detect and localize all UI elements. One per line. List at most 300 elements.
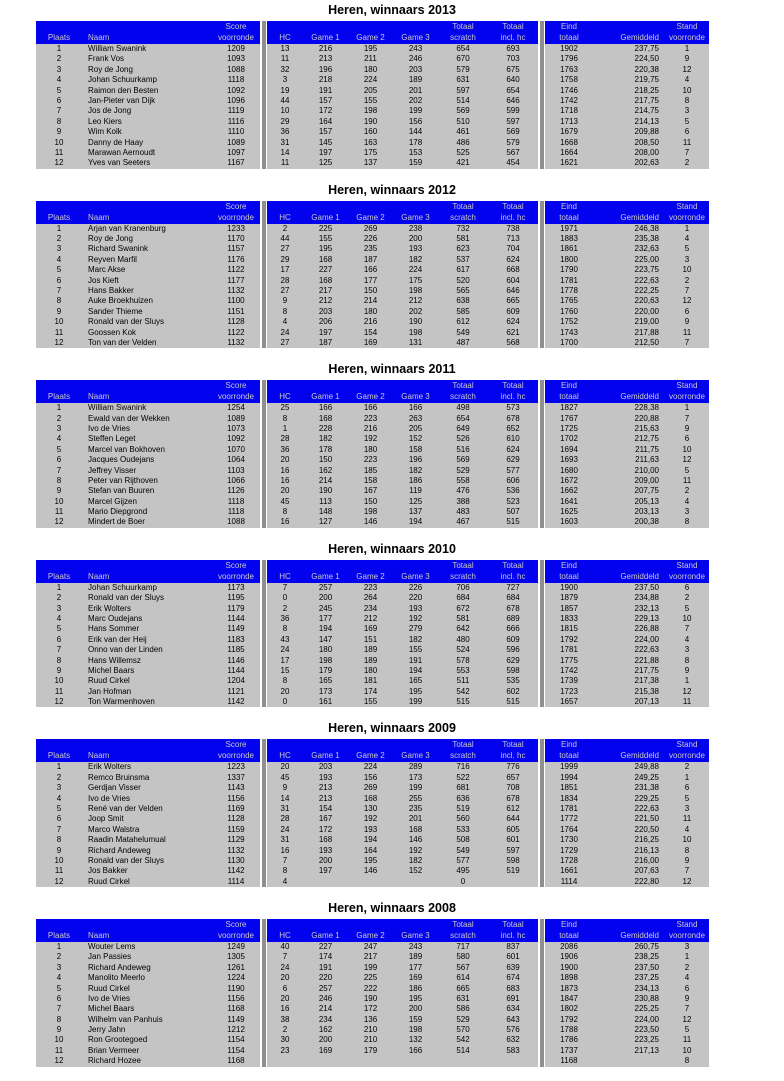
cell-plaats: 2 — [56, 593, 62, 603]
cell-plaats: 9 — [56, 665, 62, 675]
col-header-totaal-scratch: scratch — [450, 571, 476, 581]
cell-game-1: 168 — [318, 275, 333, 285]
cell-gemiddeld: 222,63 — [634, 645, 659, 655]
cell-gemiddeld: 214,75 — [634, 106, 659, 116]
cell-naam: Danny de Haay — [88, 137, 144, 147]
cell-plaats: 3 — [56, 64, 62, 74]
cell-stand-voorronde: 5 — [684, 793, 690, 803]
col-header-game-1: Game 1 — [311, 212, 340, 222]
cell-gemiddeld: 211,75 — [635, 444, 659, 454]
cell-hc: 8 — [282, 507, 288, 517]
cell-score-voorronde: 1204 — [227, 676, 245, 686]
cell-stand-voorronde: 7 — [684, 1004, 690, 1014]
cell-stand-voorronde: 6 — [684, 127, 690, 137]
table-row — [36, 244, 260, 254]
cell-naam: Hans Bakker — [88, 285, 134, 295]
cell-naam: Roy de Jong — [88, 233, 133, 243]
cell-plaats: 12 — [54, 337, 64, 347]
cell-game-2: 192 — [363, 434, 378, 444]
cell-totaal-incl-hc: 643 — [506, 1014, 520, 1024]
cell-game-1: 220 — [318, 973, 333, 983]
table-row — [267, 1004, 538, 1014]
cell-hc: 45 — [280, 772, 290, 782]
cell-totaal-scratch: 567 — [456, 962, 470, 972]
col-header-stand-voorronde: voorronde — [668, 930, 706, 940]
table-row — [267, 224, 538, 234]
table-row — [267, 117, 538, 127]
cell-plaats: 7 — [56, 285, 62, 295]
table-row — [36, 224, 260, 234]
cell-naam: Raimon den Besten — [88, 85, 159, 95]
cell-gemiddeld: 225,00 — [634, 254, 659, 264]
cell-game-2: 199 — [363, 962, 378, 972]
table-row — [267, 697, 538, 707]
cell-game-3: 202 — [408, 95, 423, 105]
cell-gemiddeld: 222,80 — [634, 876, 659, 886]
cell-gemiddeld: 203,13 — [634, 507, 659, 517]
table-row — [267, 866, 538, 876]
cell-gemiddeld: 221,88 — [634, 655, 659, 665]
cell-hc: 0 — [282, 697, 288, 707]
results-table — [36, 380, 784, 528]
col-header-eind-totaal: Eind — [560, 381, 577, 391]
cell-game-2: 210 — [363, 1035, 378, 1045]
cell-naam: Hans Sommer — [88, 624, 140, 634]
table-row — [36, 583, 260, 593]
table-row — [267, 846, 538, 856]
cell-score-voorronde: 1130 — [227, 855, 245, 865]
cell-naam: Steffen Leget — [88, 434, 136, 444]
cell-game-1: 125 — [318, 158, 333, 168]
header-row — [36, 930, 260, 942]
cell-game-2: 169 — [363, 624, 378, 634]
cell-game-3: 191 — [408, 655, 423, 665]
col-header-stand-voorronde: Stand — [676, 201, 698, 211]
cell-stand-voorronde: 9 — [684, 855, 690, 865]
header-row — [36, 380, 260, 391]
cell-game-3: 200 — [408, 233, 423, 243]
cell-game-1: 150 — [318, 455, 333, 465]
cell-totaal-scratch: 614 — [456, 973, 470, 983]
cell-score-voorronde: 1168 — [227, 1056, 245, 1066]
cell-naam: Michel Baars — [88, 665, 135, 675]
cell-game-1: 193 — [318, 845, 333, 855]
table-row — [267, 86, 538, 96]
results-section-2012 — [36, 183, 784, 363]
cell-totaal-scratch: 480 — [456, 634, 470, 644]
header-row — [267, 21, 538, 32]
cell-plaats: 3 — [56, 423, 62, 433]
cell-naam: Marawan Aernoudt — [88, 147, 156, 157]
table-row — [267, 856, 538, 866]
cell-game-3: 200 — [408, 1004, 423, 1014]
cell-hc: 8 — [282, 676, 288, 686]
cell-game-1: 127 — [318, 517, 333, 527]
cell-plaats: 2 — [56, 413, 62, 423]
cell-game-2: 174 — [363, 686, 378, 696]
cell-totaal-incl-hc: 609 — [506, 306, 520, 316]
cell-eind-totaal: 1743 — [560, 327, 578, 337]
col-header-stand-voorronde: Stand — [676, 919, 698, 929]
cell-totaal-scratch: 549 — [456, 845, 470, 855]
cell-hc: 36 — [280, 127, 290, 137]
cell-totaal-incl-hc: 596 — [506, 645, 520, 655]
table-row — [36, 158, 260, 168]
cell-totaal-incl-hc: 507 — [506, 507, 520, 517]
col-header-totaal-incl-hc: Totaal — [502, 919, 524, 929]
cell-totaal-scratch: 476 — [456, 486, 470, 496]
cell-game-1: 169 — [318, 1045, 333, 1055]
cell-hc: 24 — [280, 824, 290, 834]
column-separator — [540, 919, 544, 1067]
cell-gemiddeld: 220,38 — [634, 64, 659, 74]
cell-gemiddeld: 223,25 — [634, 1035, 659, 1045]
table-row — [267, 338, 538, 348]
cell-totaal-scratch: 525 — [456, 147, 470, 157]
table-row — [36, 445, 260, 455]
results-section-2010 — [36, 542, 784, 722]
table-row — [267, 44, 538, 54]
cell-naam: Raadin Matahelumual — [88, 835, 166, 845]
table-row — [267, 148, 538, 158]
cell-game-1: 161 — [318, 697, 333, 707]
cell-game-3: 144 — [408, 127, 423, 137]
cell-game-1: 200 — [318, 593, 333, 603]
cell-stand-voorronde: 1 — [684, 44, 690, 53]
cell-totaal-incl-hc: 665 — [506, 296, 520, 306]
cell-hc: 10 — [280, 106, 290, 116]
cell-eind-totaal: 1906 — [560, 952, 578, 962]
col-header-hc: HC — [279, 571, 291, 581]
cell-eind-totaal: 1737 — [560, 1045, 578, 1055]
table-row — [36, 762, 260, 772]
table-row — [267, 424, 538, 434]
cell-plaats: 9 — [56, 486, 62, 496]
table-row — [545, 645, 709, 655]
table-row — [545, 666, 709, 676]
cell-totaal-scratch: 631 — [456, 993, 470, 1003]
cell-totaal-scratch: 569 — [456, 455, 470, 465]
cell-game-1: 217 — [318, 285, 333, 295]
cell-game-2: 163 — [363, 137, 378, 147]
cell-stand-voorronde: 6 — [684, 582, 690, 592]
cell-naam: Jan Hofman — [88, 686, 132, 696]
cell-game-1: 213 — [318, 54, 333, 64]
cell-game-1: 196 — [318, 64, 333, 74]
cell-naam: Marc Oudejans — [88, 613, 143, 623]
cell-hc: 8 — [282, 866, 288, 876]
table-row — [267, 814, 538, 824]
col-header-plaats: Plaats — [47, 212, 71, 222]
cell-totaal-incl-hc: 657 — [506, 772, 520, 782]
cell-eind-totaal: 1725 — [560, 423, 578, 433]
cell-score-voorronde: 1168 — [227, 1004, 245, 1014]
cell-plaats: 6 — [56, 455, 62, 465]
cell-game-3: 224 — [408, 265, 423, 275]
table-row — [545, 414, 709, 424]
cell-game-3: 166 — [408, 403, 423, 413]
col-header-hc — [267, 919, 303, 930]
header-row — [267, 739, 538, 750]
cell-game-3: 132 — [408, 1035, 423, 1045]
table-title: Heren, winnaars 2010 — [328, 541, 456, 556]
cell-hc: 13 — [280, 44, 290, 53]
cell-gemiddeld: 205,13 — [634, 496, 659, 506]
cell-score-voorronde: 1169 — [227, 803, 245, 813]
cell-plaats: 5 — [56, 983, 62, 993]
table-title: Heren, winnaars 2008 — [328, 900, 456, 915]
cell-game-3: 165 — [408, 676, 423, 686]
cell-stand-voorronde: 8 — [684, 1056, 690, 1066]
table-row — [545, 635, 709, 645]
table-row — [267, 466, 538, 476]
column-separator — [262, 919, 266, 1067]
table-row — [545, 687, 709, 697]
cell-naam: Mario Diepgrond — [88, 507, 148, 517]
cell-stand-voorronde: 1 — [684, 952, 690, 962]
cell-stand-voorronde: 9 — [684, 665, 690, 675]
cell-score-voorronde: 1337 — [227, 772, 245, 782]
cell-score-voorronde: 1157 — [227, 244, 245, 254]
col-header-naam: Naam — [88, 751, 110, 761]
table-row — [36, 783, 260, 793]
cell-game-1: 182 — [318, 434, 333, 444]
cell-game-1: 190 — [318, 486, 333, 496]
col-header-naam: Naam — [88, 392, 110, 402]
cell-stand-voorronde: 4 — [684, 824, 690, 834]
cell-game-3: 198 — [408, 285, 423, 295]
cell-naam: Brian Vermeer — [88, 1045, 140, 1055]
col-header-stand-voorronde: voorronde — [668, 571, 706, 581]
cell-eind-totaal: 1742 — [560, 665, 578, 675]
cell-plaats: 3 — [56, 783, 62, 793]
col-header-game-2: Game 2 — [356, 571, 385, 581]
cell-gemiddeld: 231,38 — [634, 783, 659, 793]
cell-plaats: 10 — [54, 676, 64, 686]
col-header-score-voorronde: voorronde — [217, 751, 255, 761]
cell-hc: 17 — [280, 655, 290, 665]
cell-score-voorronde: 1195 — [227, 593, 245, 603]
cell-score-voorronde: 1185 — [227, 645, 245, 655]
cell-stand-voorronde: 3 — [684, 645, 690, 655]
cell-game-3: 195 — [408, 686, 423, 696]
cell-game-2: 211 — [364, 54, 377, 64]
cell-game-2: 195 — [363, 44, 378, 53]
header-row — [545, 560, 709, 571]
table-row — [267, 614, 538, 624]
cell-score-voorronde: 1132 — [227, 337, 245, 347]
cell-naam: Goossen Kok — [88, 327, 137, 337]
results-section-2008 — [36, 901, 784, 1081]
cell-stand-voorronde: 7 — [684, 147, 690, 157]
header-row — [545, 21, 709, 32]
cell-stand-voorronde: 4 — [684, 75, 690, 85]
cell-gemiddeld: 260,75 — [634, 941, 659, 951]
cell-totaal-scratch: 649 — [456, 423, 470, 433]
col-header-stand-voorronde: Stand — [676, 381, 698, 391]
table-block — [267, 21, 538, 169]
cell-game-1: 216 — [318, 44, 333, 53]
cell-game-3: 198 — [408, 1025, 423, 1035]
table-row — [36, 877, 260, 887]
cell-totaal-scratch: 684 — [456, 593, 470, 603]
cell-totaal-scratch: 580 — [456, 952, 470, 962]
cell-stand-voorronde: 6 — [684, 983, 690, 993]
cell-game-3: 182 — [408, 634, 423, 644]
cell-plaats: 4 — [56, 793, 62, 803]
cell-game-3: 158 — [408, 444, 423, 454]
table-row — [267, 1025, 538, 1035]
cell-gemiddeld: 226,88 — [634, 624, 659, 634]
cell-score-voorronde: 1212 — [227, 1025, 245, 1035]
cell-plaats: 1 — [56, 403, 62, 413]
cell-game-2: 155 — [363, 697, 378, 707]
cell-game-3: 220 — [408, 593, 423, 603]
col-header-game-2 — [348, 201, 393, 212]
cell-eind-totaal: 1857 — [560, 603, 578, 613]
cell-totaal-scratch: 706 — [456, 582, 470, 592]
cell-game-3: 194 — [408, 517, 423, 527]
cell-stand-voorronde: 11 — [682, 475, 692, 485]
cell-plaats: 4 — [56, 434, 62, 444]
col-header-game-1 — [303, 739, 348, 750]
cell-hc: 4 — [282, 317, 288, 327]
cell-naam: Jos de Jong — [88, 106, 132, 116]
cell-game-1: 148 — [318, 507, 333, 517]
cell-stand-voorronde: 8 — [684, 845, 690, 855]
cell-gemiddeld: 212,50 — [634, 337, 659, 347]
table-row — [545, 697, 709, 707]
cell-hc: 31 — [280, 803, 290, 813]
col-header-hc: HC — [279, 751, 291, 761]
table-row — [267, 328, 538, 338]
cell-game-1: 168 — [318, 835, 333, 845]
col-header-stand-voorronde: voorronde — [668, 33, 706, 42]
col-header-plaats: Plaats — [47, 571, 71, 581]
cell-game-1: 228 — [318, 423, 333, 433]
col-header-naam — [82, 560, 212, 571]
cell-eind-totaal: 1790 — [560, 265, 578, 275]
cell-eind-totaal: 1792 — [560, 634, 578, 644]
cell-gemiddeld: 234,13 — [634, 983, 659, 993]
table-row — [545, 866, 709, 876]
table-row — [267, 994, 538, 1004]
cell-game-1: 197 — [318, 327, 333, 337]
header-row — [545, 212, 709, 224]
cell-totaal-scratch: 487 — [456, 337, 470, 347]
cell-plaats: 2 — [56, 952, 62, 962]
table-row — [36, 856, 260, 866]
cell-game-3: 146 — [408, 835, 423, 845]
cell-game-3 — [393, 1056, 438, 1066]
table-row — [267, 984, 538, 994]
table-row — [36, 942, 260, 952]
table-row — [36, 804, 260, 814]
cell-score-voorronde: 1156 — [227, 793, 245, 803]
cell-game-3: 131 — [408, 337, 423, 347]
cell-game-1: 145 — [318, 137, 333, 147]
cell-score-voorronde: 1167 — [227, 158, 245, 168]
table-row — [36, 697, 260, 707]
cell-hc: 8 — [282, 624, 288, 634]
cell-stand-voorronde: 3 — [684, 254, 690, 264]
cell-naam: Richard Andeweg — [88, 845, 151, 855]
column-separator — [262, 380, 266, 528]
cell-score-voorronde: 1121 — [227, 686, 245, 696]
cell-totaal-incl-hc: 454 — [506, 158, 520, 168]
table-row — [545, 825, 709, 835]
column-separator — [262, 739, 266, 887]
table-row — [545, 835, 709, 845]
cell-totaal-incl-hc: 678 — [506, 603, 520, 613]
cell-totaal-incl-hc: 727 — [506, 582, 520, 592]
cell-game-3: 186 — [408, 475, 423, 485]
cell-naam: Ivo de Vries — [88, 793, 130, 803]
cell-plaats: 6 — [56, 95, 62, 105]
cell-hc: 14 — [280, 147, 290, 157]
cell-plaats: 4 — [56, 254, 62, 264]
table-row — [267, 835, 538, 845]
results-table — [36, 560, 784, 708]
cell-hc: 20 — [280, 686, 290, 696]
cell-game-2: 166 — [363, 403, 378, 413]
cell-game-3: 279 — [408, 624, 423, 634]
cell-naam: Leo Kiers — [88, 116, 122, 126]
cell-hc: 20 — [280, 973, 290, 983]
header-row — [267, 212, 538, 224]
cell-hc: 43 — [280, 634, 290, 644]
cell-hc: 31 — [280, 137, 290, 147]
cell-totaal-scratch: 642 — [456, 624, 470, 634]
header-row — [545, 380, 709, 391]
col-header-game-1: Game 1 — [311, 751, 340, 761]
cell-eind-totaal: 1994 — [560, 772, 578, 782]
cell-game-1: 157 — [318, 95, 333, 105]
cell-score-voorronde: 1088 — [227, 64, 245, 74]
col-header-eind-totaal: totaal — [559, 33, 579, 42]
col-header-hc: HC — [279, 930, 291, 940]
table-row — [545, 762, 709, 772]
cell-totaal-scratch: 511 — [456, 676, 470, 686]
table-row — [36, 846, 260, 856]
cell-gemiddeld: 223,50 — [634, 1025, 659, 1035]
col-header-score-voorronde: Score — [225, 560, 247, 570]
table-row — [545, 96, 709, 106]
col-header-game-2 — [348, 739, 393, 750]
cell-gemiddeld: 222,63 — [634, 275, 659, 285]
cell-plaats: 9 — [56, 127, 62, 137]
cell-plaats: 9 — [56, 306, 62, 316]
table-row — [267, 414, 538, 424]
table-row — [36, 75, 260, 85]
cell-stand-voorronde: 9 — [684, 993, 690, 1003]
cell-game-2: 180 — [363, 306, 378, 316]
cell-totaal-scratch: 623 — [456, 244, 470, 254]
cell-stand-voorronde: 10 — [682, 613, 692, 623]
cell-plaats: 11 — [54, 866, 64, 876]
cell-eind-totaal: 1767 — [560, 413, 578, 423]
cell-game-1: 168 — [318, 254, 333, 264]
cell-gemiddeld: 246,38 — [634, 223, 659, 233]
cell-totaal-scratch: 636 — [456, 793, 470, 803]
cell-plaats: 9 — [56, 1025, 62, 1035]
table-row — [267, 127, 538, 137]
cell-gemiddeld: 238,25 — [634, 952, 659, 962]
col-header-hc — [267, 21, 303, 32]
cell-game-2: 190 — [363, 993, 378, 1003]
cell-naam: Jacques Oudejans — [88, 455, 155, 465]
cell-eind-totaal: 1641 — [560, 496, 578, 506]
